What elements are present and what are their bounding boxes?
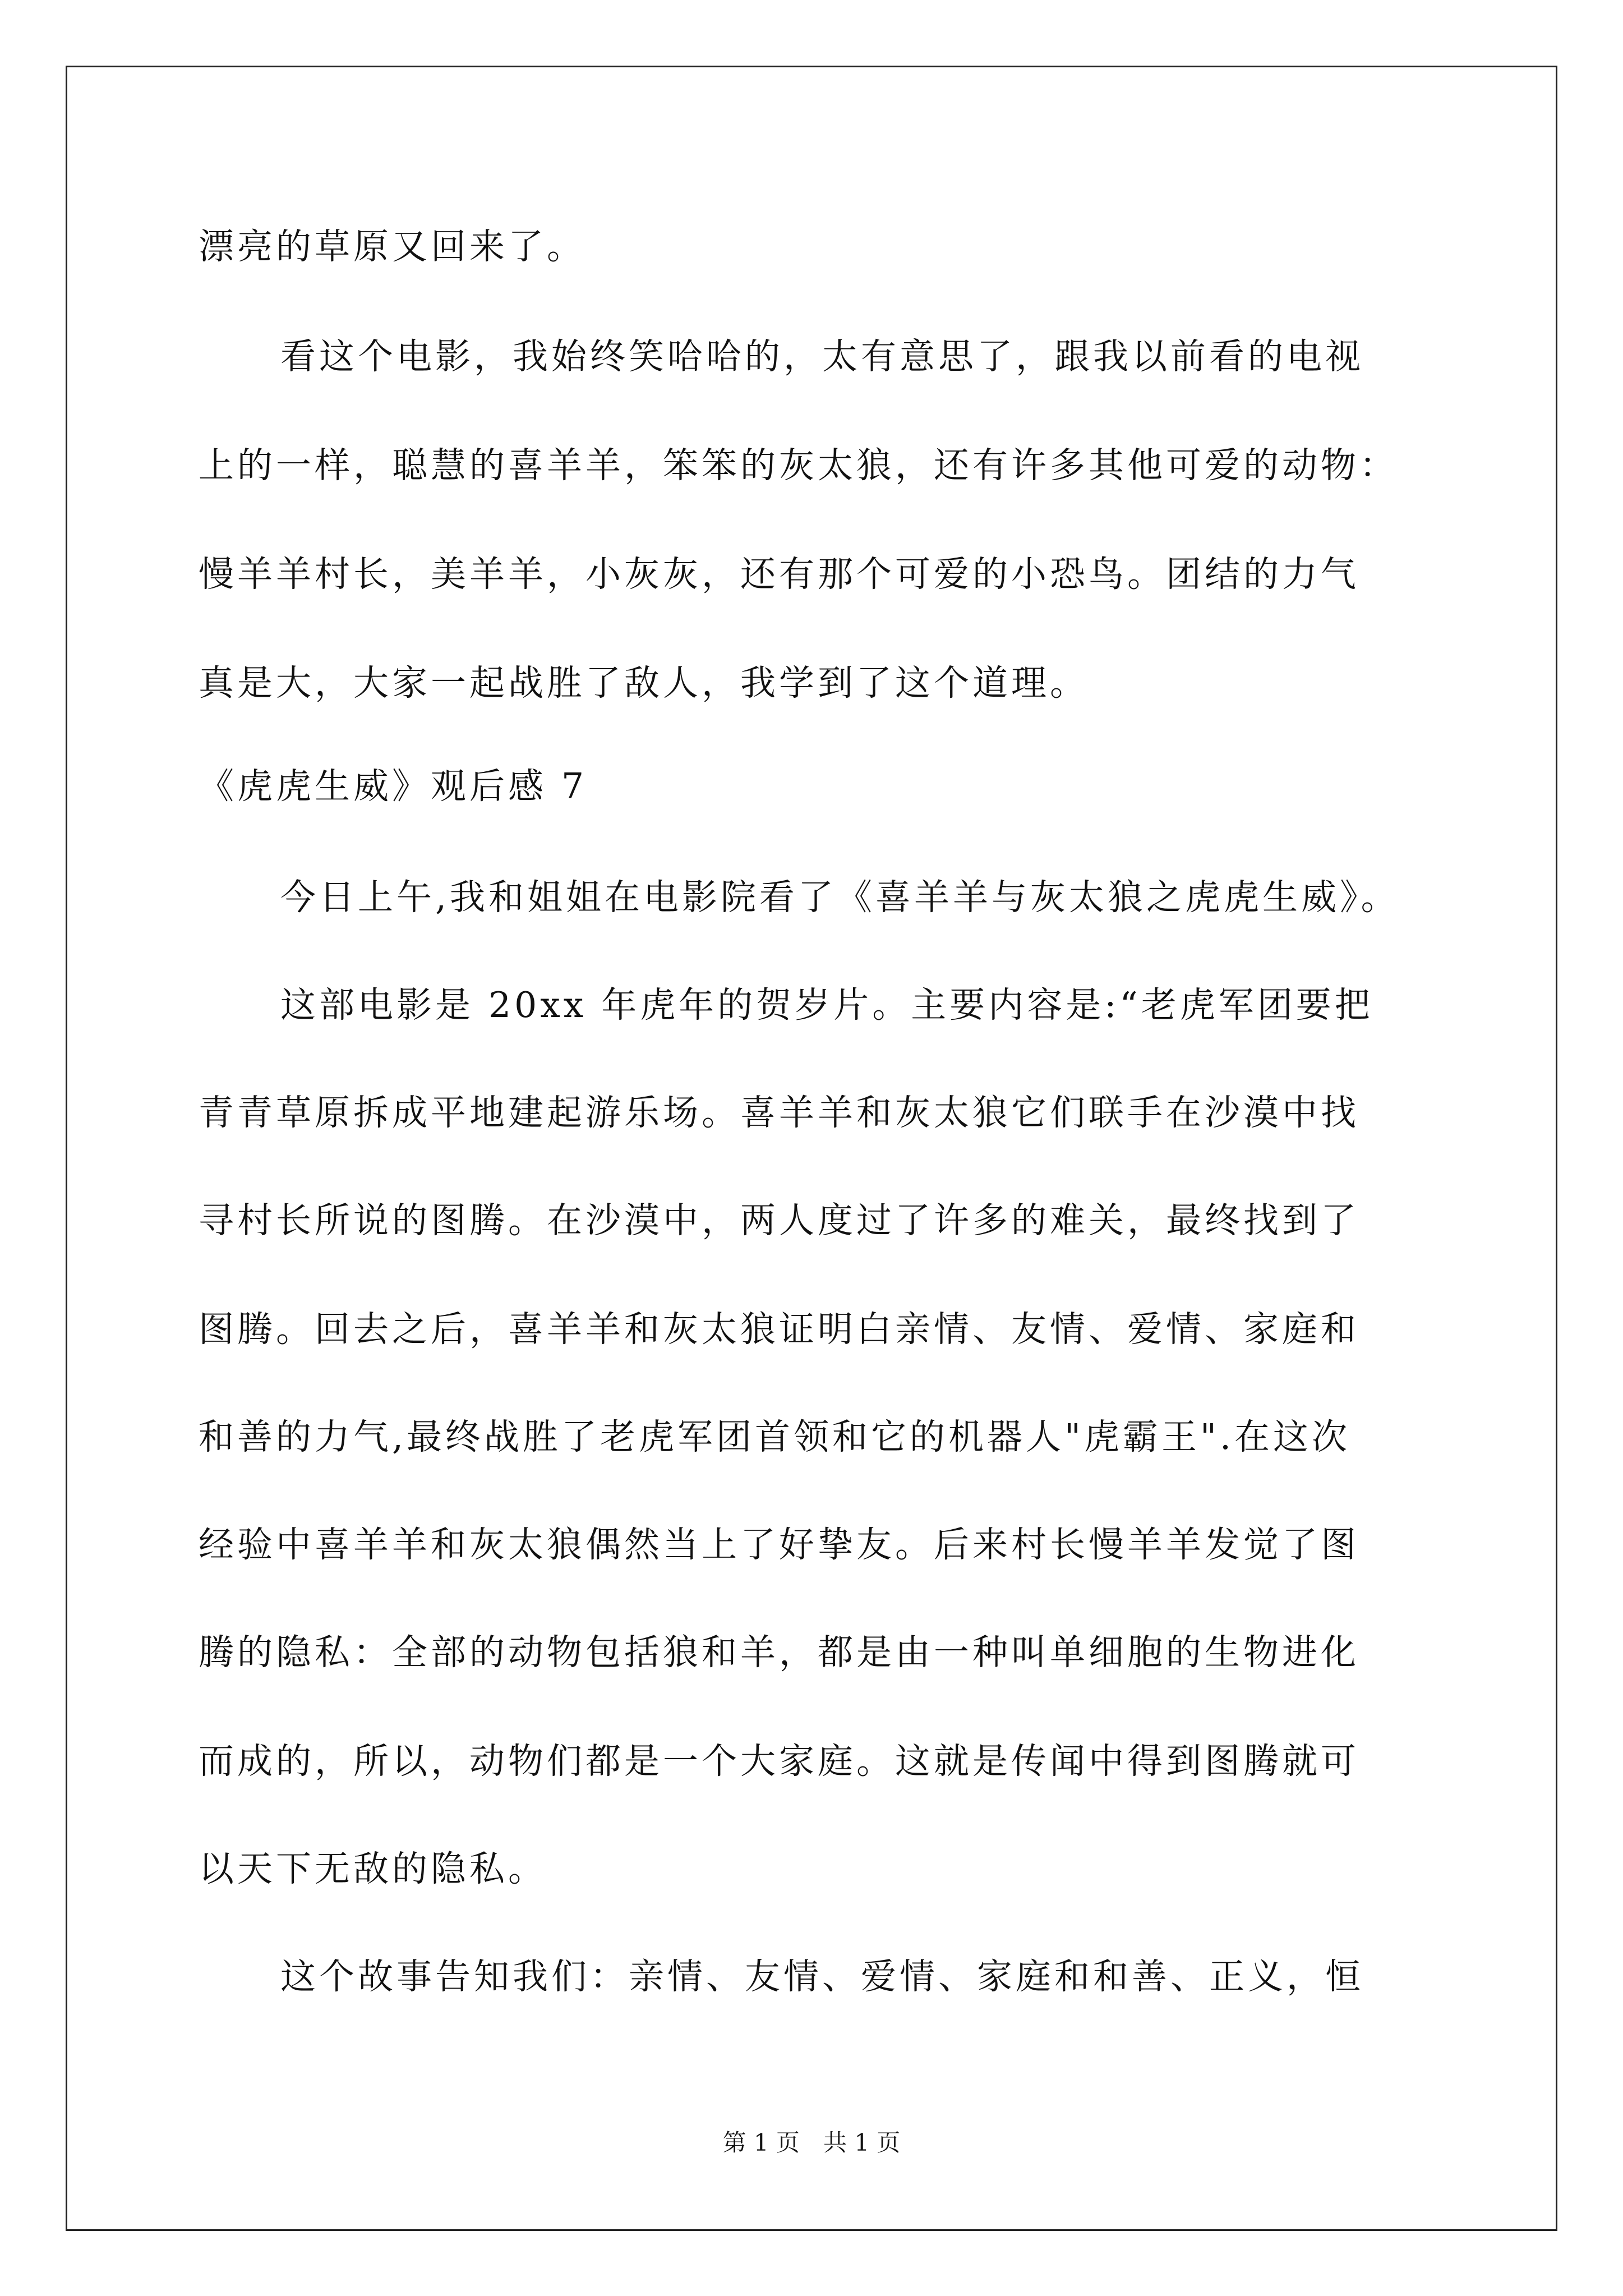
text-line-4: 慢羊羊村长，美羊羊，小灰灰，还有那个可爱的小恐鸟。团结的力气: [199, 554, 1359, 595]
text-line-2: 看这个电影，我始终笑哈哈的，太有意思了，跟我以前看的电视: [280, 336, 1364, 377]
text-line-8: 这部电影是 20xx 年虎年的贺岁片。主要内容是:“老虎军团要把: [280, 984, 1373, 1025]
text-line-17: 这个故事告知我们：亲情、友情、爱情、家庭和和善、正义，恒: [280, 1956, 1364, 1997]
text-line-10: 寻村长所说的图腾。在沙漠中，两人度过了许多的难关，最终找到了: [199, 1200, 1359, 1241]
section-heading: 《虎虎生威》观后感 7: [199, 766, 588, 807]
page-number-footer: 第 1 页 共 1 页: [722, 2129, 901, 2156]
text-line-7: 今日上午,我和姐姐在电影院看了《喜羊羊与灰太狼之虎虎生威》。: [280, 877, 1400, 918]
text-line-3: 上的一样，聪慧的喜羊羊，笨笨的灰太狼，还有许多其他可爱的动物：: [199, 445, 1398, 486]
text-line-16: 以天下无敌的隐私。: [199, 1848, 547, 1889]
text-line-11: 图腾。回去之后，喜羊羊和灰太狼证明白亲情、友情、爱情、家庭和: [199, 1309, 1359, 1350]
text-line-13: 经验中喜羊羊和灰太狼偶然当上了好挚友。后来村长慢羊羊发觉了图: [199, 1524, 1359, 1565]
page-border: [66, 66, 1557, 2231]
text-line-9: 青青草原拆成平地建起游乐场。喜羊羊和灰太狼它们联手在沙漠中找: [199, 1092, 1359, 1133]
text-line-14: 腾的隐私：全部的动物包括狼和羊，都是由一种叫单细胞的生物进化: [199, 1632, 1359, 1673]
text-line-12: 和善的力气,最终战胜了老虎军团首领和它的机器人"虎霸王".在这次: [199, 1416, 1351, 1457]
text-line-5: 真是大，大家一起战胜了敌人，我学到了这个道理。: [199, 662, 1089, 703]
text-line-15: 而成的，所以，动物们都是一个大家庭。这就是传闻中得到图腾就可: [199, 1741, 1359, 1782]
text-line-1: 漂亮的草原又回来了。: [199, 226, 585, 267]
